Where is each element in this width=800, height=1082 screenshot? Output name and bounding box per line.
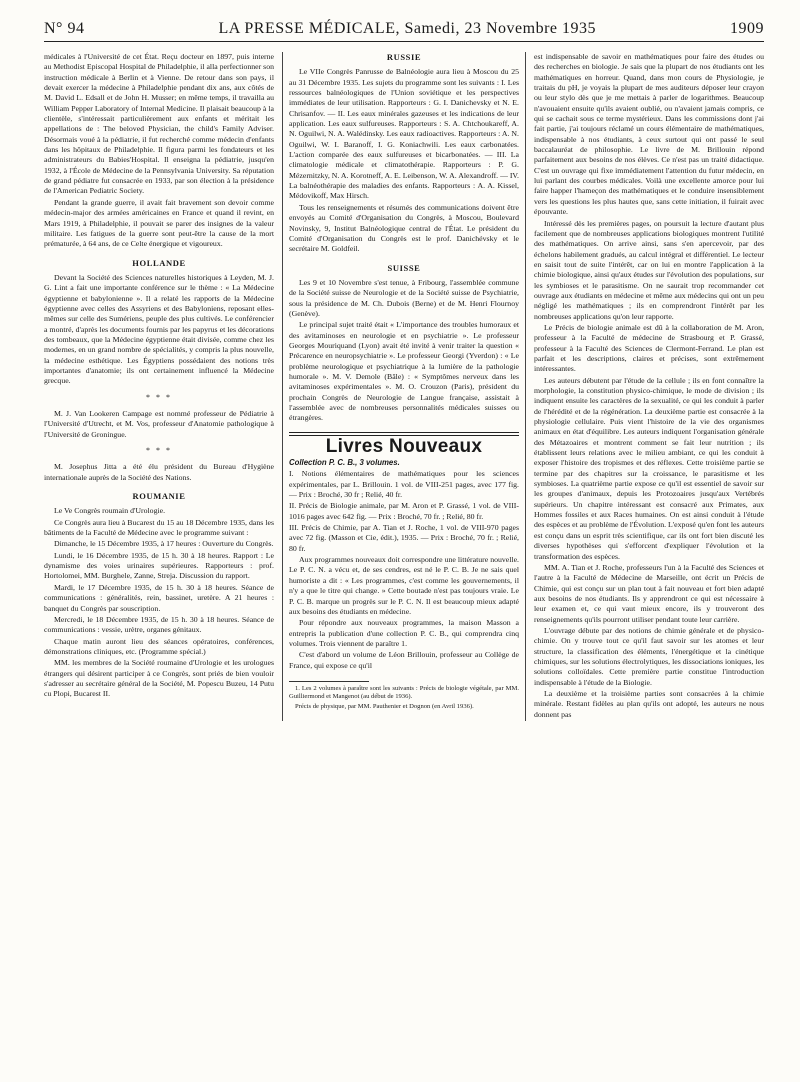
paragraph: C'est d'abord un volume de Léon Brillouin, professeur au Collège de France, qui expose ce qu'il	[289, 650, 519, 670]
column-right	[534, 52, 764, 721]
paragraph: MM. A. Tian et J. Roche, professeurs l'un à la Faculté des Sciences et l'autre à la Faculté de Médecine de Marseille, ont écrit un Précis de Chimie, qui est conçu sur un plan tout à fait nouveau et fort bien adapté aux besoins de nos étudiants. Ils y apprendront ce qui est nécessaire à leur examen et, ce qui vaut mieux encore, ils y trouveront des renseignements qu'ils pourront utiliser pendant toute leur carrière.	[534, 562, 764, 624]
paragraph: est indispensable de savoir en mathématiques pour faire des études ou des recherches en biologie. Je sais que la plupart de nos étudiants ont les mathématiques en horreur. Quand, dans mon cours de Physiologie, je traitais du pH, je voyais la plupart de mes auditeurs déposer leur crayon ou leur stylo dès que je me mettais à parler de logarithmes. Beaucoup n'avouaient ensuite qu'ils avaient oublié, ou n'avaient jamais compris, ce qui se cachait sous ce terme mystérieux. Dans les commissions dont j'ai fait partie, j'ai toujours réclamé un cours élémentaire de mathématiques, indispensable à nos étudiants, à ceux surtout qui ont passé le seul baccalauréat de philosophie. Le livre de M. Brillouin répond parfaitement aux besoins de nos élèves. Ce n'est pas un traité didactique. C'est un ouvrage qui fixe immédiatement l'attention du futur médecin, en lui parlant des courbes médicales. Voilà une excellente amorce pour lui faire happer l'hameçon des mathématiques et le conduire insensiblement vers les questions les plus hautes que, sans cette initiation, il fuirait avec épouvante.	[534, 52, 764, 217]
divider	[289, 432, 519, 433]
paragraph: Intéressé dès les premières pages, on poursuit la lecture d'autant plus facilement que de nombreuses applications biologiques montrent l'utilité des mathématiques. On arrive ainsi, sans s'en apercevoir, par des échelons habilement gradués, au calcul intégral et différentiel. Le lecteur en saisit tout de suite l'intérêt, car on lui en montre l'application à la chimie biologique, ainsi qu'aux études sur l'évolution des populations, sur les symbioses et le parasitisme. On ne saurait trop recommander cet ouvrage aux étudiants en médecine et même aux médecins qui ont un peu négligé les mathématiques ; ils en comprendront l'intérêt par les nombreuses applications qu'on leur rapporte.	[534, 218, 764, 321]
collection-line	[289, 458, 519, 468]
paragraph: Mardi, le 17 Décembre 1935, de 15 h. 30 à 18 heures. Séance de communications : généralités, rein, bassinet, uretère. A 21 heures : banquet du Congrès par souscription.	[44, 582, 274, 613]
separator-stars: * * *	[146, 392, 172, 402]
paragraph: M. J. Van Lookeren Campage est nommé professeur de Pédiatrie à l'Université d'Utrecht, et M. Vos, professeur d'Anatomie pathologique à l'Université de Groningue.	[44, 409, 274, 439]
column-left	[44, 52, 274, 721]
paragraph: Le VIIe Congrès Panrusse de Balnéologie aura lieu à Moscou du 25 au 31 Décembre 1935. Les sujets du programme sont les suivants : I. Les ressources balnéologiques de l'Union soviétique et les perspectives immédiates de leur utilisation. Rapporteurs : G. I. Danichevsky et N. E. Chrisanfov. — II. Les eaux minérales gazeuses et les indications de leur application. Les eaux sulfureuses. Rapporteurs : S. A. Chtchoukareff, A. N. Oguilwi, N. A. Walédinsky. Les eaux radioactives. Rapporteurs : A. N. Oguilwi, W. I. Baranoff, I. G. Koniachwili. Les eaux carbonatées. L'action comparée des eaux sulfureuses et bicarbonatées. — III. La climatologie médicale et climatothérapie. Rapporteurs : P. G. Mézernitzky, N. A. Korotneff, A. E. Leibenson, W. A. Alexandroff. — IV. La balnéothérapie des maladies des enfants. Rapporteurs : A. A. Kissel, Médovikoff, Max Hirsch.	[289, 67, 519, 201]
separator-stars: * * *	[146, 446, 172, 456]
book-entry: I. Notions élémentaires de mathématiques pour les sciences expérimentales, par L. Brillouin. 1 vol. de VIII-251 pages, avec 177 fig. — Prix : Broché, 30 fr ; Relié, 40 fr.	[289, 469, 519, 500]
paragraph: Pour répondre aux nouveaux programmes, la maison Masson a entrepris la publication d'une collection P. C. B., qui comprendra cinq volumes. Trois viennent de paraître 1.	[289, 618, 519, 648]
book-entry: II. Précis de Biologie animale, par M. Aron et P. Grassé, 1 vol. de VIII-1016 pages avec 642 fig. — Prix : Broché, 70 fr. ; Relié, 80 fr.	[289, 501, 519, 521]
column-middle	[282, 52, 526, 721]
footnotes	[289, 685, 519, 712]
issue-number: N° 94	[44, 20, 85, 37]
paragraph: Lundi, le 16 Décembre 1935, de 15 h. 30 à 18 heures. Rapport : Le dynamisme des voies urinaires supérieures. Rapporteurs : prof. Hortolomei, MM. Burghele, Zanne, Streja. Discussion du rapport.	[44, 550, 274, 581]
paragraph: La deuxième et la troisième parties sont consacrées à la chimie minérale. Restant fidèles au plan qu'ils ont adopté, les auteurs ne nous donnent pas	[534, 688, 764, 719]
section-title-russie: RUSSIE	[386, 52, 422, 62]
section-title-suisse: SUISSE	[387, 262, 421, 273]
paragraph: Devant la Société des Sciences naturelles historiques à Leyden, M. J. G. Lint a fait une importante conférence sur le thème : « La Médecine égyptienne et babylonienne ». Il a relaté les rapports de la Médecine égyptienne avec celles des Assyriens et des Babyloniens, reposant elles-mêmes sur celle des Sumériens, peuple des plus cultivés. Le conférencier a montré, d'après les documents fournis par les papyrus et les décorations des tombeaux, que la Médecine égyptienne était divisée, comme chez les modernes, en un grand nombre de spécialités, y compris la plus nouvelle, la médecine esthétique. Les Égyptiens possédaient des notions très importantes d'anatomie; ils ont certainement influencé la Médecine grecque.	[44, 272, 274, 386]
footnote-divider	[289, 681, 369, 682]
paragraph: Les 9 et 10 Novembre s'est tenue, à Fribourg, l'assemblée commune de la Société suisse de Neurologie et de la Société suisse de Psychiatrie, sous la présidence de M. Ch. Dubois (Berne) et de M. Henri Flournoy (Genève).	[289, 277, 519, 318]
page-number: 1909	[730, 20, 764, 37]
paragraph: M. Josephus Jitta a été élu président du Bureau d'Hygiène internationale auprès de la Société des Nations.	[44, 462, 274, 482]
paragraph: Le Précis de biologie animale est dû à la collaboration de M. Aron, professeur à la Faculté de médecine de Strasbourg et P. Grassé, professeur à la Faculté des Sciences de Clermont-Ferrand. Le plan est parfait et les descriptions, claires et précises, sont extrêmement intéressantes.	[534, 322, 764, 374]
paragraph: Pendant la grande guerre, il avait fait bravement son devoir comme médecin-major des armées américaines en France et quand il revint, en Mars 1919, à Philadelphie, il pouvait se parer des insignes de la valeur militaire. Les fatigues de la guerre sont peut-être la cause de la mort prématurée, à 64 ans, de ce Celte énergique et vigoureux.	[44, 197, 274, 249]
publication-title: LA PRESSE MÉDICALE, Samedi, 23 Novembre 1935	[218, 20, 596, 37]
paragraph: Dimanche, le 15 Décembre 1935, à 17 heures : Ouverture du Congrès.	[54, 539, 274, 549]
collection-label: Collection P. C. B., 3 volumes.	[289, 458, 400, 468]
paragraph: Les auteurs débutent par l'étude de la cellule ; ils en font connaître la morphologie, la constitution physico-chimique, le mode de division ; ils indiquent ensuite les caractères de la sexualité, ce qui les conduit à parler de l'hérédité et de la régénération. La deuxième partie est consacrée à la physiologie cellulaire. Puis vient l'histoire de la vie des organismes animaux en état d'équilibre. Les auteurs indiquent l'organisation générale des Métazoaires et montrent comment se fait leur nutrition ; ils établissent leurs relations avec le milieu ambiant, ce qui les conduit à exposer l'histoire des tropismes et des réflexes. Cette troisième partie se termine par des chapitres sur la croissance, le parasitisme et les symbioses. La quatrième partie expose ce qu'il est essentiel de savoir sur les groupes d'animaux, depuis les Protozoaires jusqu'aux Vertébrés supérieurs. Un chapitre intéressant est consacré aux Primates, aux Hommes fossiles et aux Races humaines. On est ainsi conduit à l'étude des espèces et au problème de l'Évolution. L'exposé qu'en font les auteurs est conçu dans un esprit très scientifique, car ils ont fort bien discuté les diverses hypothèses qui s'efforcent d'expliquer l'évolution et la transformation des espèces.	[534, 375, 764, 561]
paragraph: Aux programmes nouveaux doit correspondre une littérature nouvelle. Le P. C. N. a vécu et, de ses cendres, est né le P. C. B. Je ne sais quel humoriste a dit : « Les programmes, c'est comme les gouvernements, il n'y a que le titre qui change. » Cette boutade n'est pas toujours vraie. Le P. C. B. marque un progrès sur le P. C. N. Il est beaucoup mieux adapté aux besoins des étudiants en médecine.	[289, 555, 519, 616]
paragraph: Tous les renseignements et résumés des communications doivent être envoyés au Comité d'Organisation du Congrès, à Moscou, Boulevard Novinsky, 9, Institut Balnéologique central de l'État. Le président du Comité d'Organisation du Congrès est le prof. Danichévsky et le secrétaire M. Goldfeil.	[289, 202, 519, 254]
paragraph: L'ouvrage débute par des notions de chimie générale et de physico-chimie. On y trouve tout ce qu'il faut savoir sur les atomes et leur structure, la classification des éléments, l'énergétique et la cinétique chimiques, sur les solutions électrolytiques, les dissociations ioniques, les solutions colloïdales. Cette première partie constitue l'introduction indispensable à l'étude de la Biologie.	[534, 625, 764, 687]
paragraph: médicales à l'Université de cet État. Reçu docteur en 1897, puis interne au Methodist Episcopal Hospital de Philadelphie, il alla perfectionner son instruction médicale à Berlin et à Vienne. De retour dans son pays, il devait exercer la médecine à Philadelphie pendant dix ans, aux côtés de M. David L. Edsall et de John H. Musser; en même temps, il travailla au William Pepper Laboratory of Internal Medicine. Il plaisait beaucoup à la clientèle, s'intéressait particulièrement aux enfants et méritait les appellations de : The beloved Physician, the child's Family Adviser. Désormais voué à la pédiatrie, il fut recherché comme médecin d'enfants dans les hôpitaux de Philadelphie. Il figura parmi les fondateurs et les administrateurs du Babies'Hospital. Il enseigna la pédiatrie, jusqu'en 1932, à l'École de Médecine de la Pennsylvania University. Sa réputation de grand pédiatre fut consacrée en 1933, par son élection à la présidence de l'American Pediatric Society.	[44, 52, 274, 196]
page-header	[44, 20, 764, 42]
footnote: Précis de physique, par MM. Pauthenier et Dognon (en Avril 1936).	[295, 702, 474, 710]
section-title-hollande: HOLLANDE	[132, 257, 186, 268]
columns	[44, 52, 764, 721]
paragraph: Le principal sujet traité était « L'importance des troubles humoraux et des avitaminoses en neurologie et en psychiatrie ». Le professeur Georges Mouriquand (Lyon) avait été invité à venir traiter la question « Précarence en neuropsychiatrie ». Le professeur Georgi (Yverdon) : « Le problème neurologique et psychiatrique à la lumière de la pathologie humorale ». M. V. Demole (Bâle) : « Symptômes nerveux dans les avitaminoses expérimentales ». M. O. Crouzon (Paris), président du prochain Congrès de Neurologie de Langue française, assistait à l'assemblée avec de nombreuses personnalités médicales suisses ou étrangères.	[289, 320, 519, 423]
paragraph: MM. les membres de la Société roumaine d'Urologie et les urologues étrangers qui désirent participer à ce Congrès, sont priés de bien vouloir s'adresser au secrétaire général de la Société, M. Popescu Buzeu, 14 Putu cu Plopi, Bucarest II.	[44, 658, 274, 699]
book-entry: III. Précis de Chimie, par A. Tian et J. Roche, 1 vol. de VIII-970 pages avec 72 fig. (Masson et Cie, édit.), 1935. — Prix : Broché, 70 fr. ; Relié, 80 fr.	[289, 523, 519, 553]
paragraph: Chaque matin auront lieu des séances opératoires, conférences, démonstrations cliniques, etc. (Programme spécial.)	[44, 636, 274, 656]
paragraph: Mercredi, le 18 Décembre 1935, de 15 h. 30 à 18 heures. Séance de communications : vessie, urètre, organes génitaux.	[44, 614, 274, 635]
paragraph: Le Ve Congrès roumain d'Urologie.	[54, 506, 166, 516]
section-title-livres-nouveaux: Livres Nouveaux	[325, 435, 483, 457]
section-title-roumanie: ROUMANIE	[132, 491, 186, 502]
footnote: 1. Les 2 volumes à paraître sont les suivants : Précis de biologie végétale, par MM. Guilliermond et Mangenot (au début de 1936).	[289, 684, 519, 701]
paragraph: Ce Congrès aura lieu à Bucarest du 15 au 18 Décembre 1935, dans les bâtiments de la Faculté de Médecine avec le programme suivant :	[44, 517, 274, 538]
